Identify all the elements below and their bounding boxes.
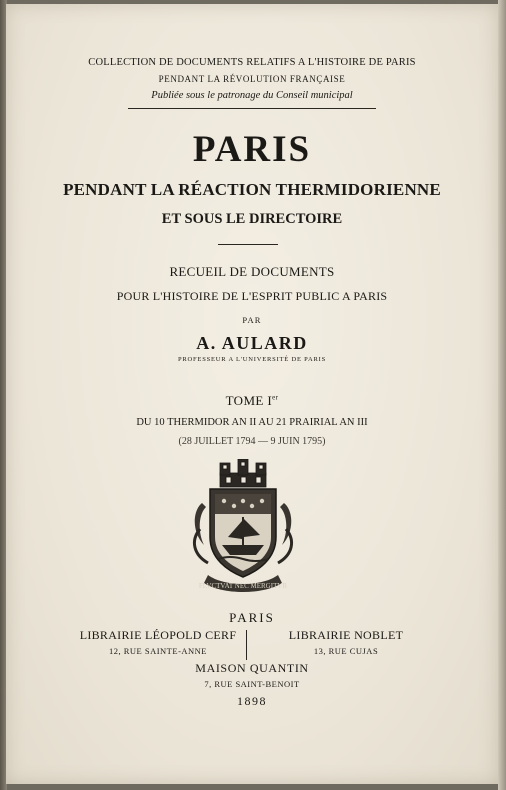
printer-name: MAISON QUANTIN: [195, 661, 309, 675]
publisher-right-name: LIBRAIRIE NOBLET: [288, 628, 404, 642]
publisher-divider: [246, 630, 247, 660]
imprint-city: PARIS: [229, 610, 275, 625]
book-title: PARIS: [192, 129, 312, 170]
volume-dates-gregorian: (28 JUILLET 1794 — 9 JUIN 1795): [178, 436, 326, 447]
printer-address: 7, RUE SAINT-BENOIT: [204, 679, 300, 689]
recueil-line-1: RECUEIL DE DOCUMENTS: [169, 264, 335, 279]
middle-rule-divider: [218, 244, 278, 245]
publication-year: 1898: [237, 694, 267, 708]
emblem-motto: FLVCTVAT NEC MERGITVR: [198, 582, 288, 590]
author-name: A. AULARD: [196, 333, 308, 353]
publisher-left-address: 12, RUE SAINTE-ANNE: [108, 646, 208, 656]
subtitle-line-2: ET SOUS LE DIRECTOIRE: [161, 211, 343, 227]
publisher-left-name: LIBRAIRIE LÉOPOLD CERF: [79, 628, 237, 642]
volume-label: [6, 393, 498, 409]
volume-dates-revolutionary: DU 10 THERMIDOR AN II AU 21 PRAIRIAL AN III: [136, 417, 368, 428]
series-line-1: COLLECTION DE DOCUMENTS RELATIFS A L'HISTOIRE DE PARIS: [88, 57, 416, 68]
paris-coat-of-arms-icon: [190, 459, 296, 595]
author-title: PROFESSEUR A L'UNIVERSITÉ DE PARIS: [177, 356, 327, 363]
series-line-2: PENDANT LA RÉVOLUTION FRANÇAISE: [158, 74, 346, 84]
title-page: [6, 4, 498, 784]
subtitle-line-1: PENDANT LA RÉACTION THERMIDORIENNE: [63, 180, 441, 199]
top-rule-divider: [128, 108, 376, 109]
tome-text: TOME I: [225, 393, 273, 408]
par-label: PAR: [242, 315, 262, 325]
recueil-line-2: POUR L'HISTOIRE DE L'ESPRIT PUBLIC A PARIS: [116, 289, 388, 303]
publisher-right-address: 13, RUE CUJAS: [313, 646, 379, 656]
page-stack-edge: [498, 0, 506, 790]
series-patronage-line: Publiée sous le patronage du Conseil municipal: [151, 90, 353, 101]
tome-superscript: er: [272, 393, 279, 402]
